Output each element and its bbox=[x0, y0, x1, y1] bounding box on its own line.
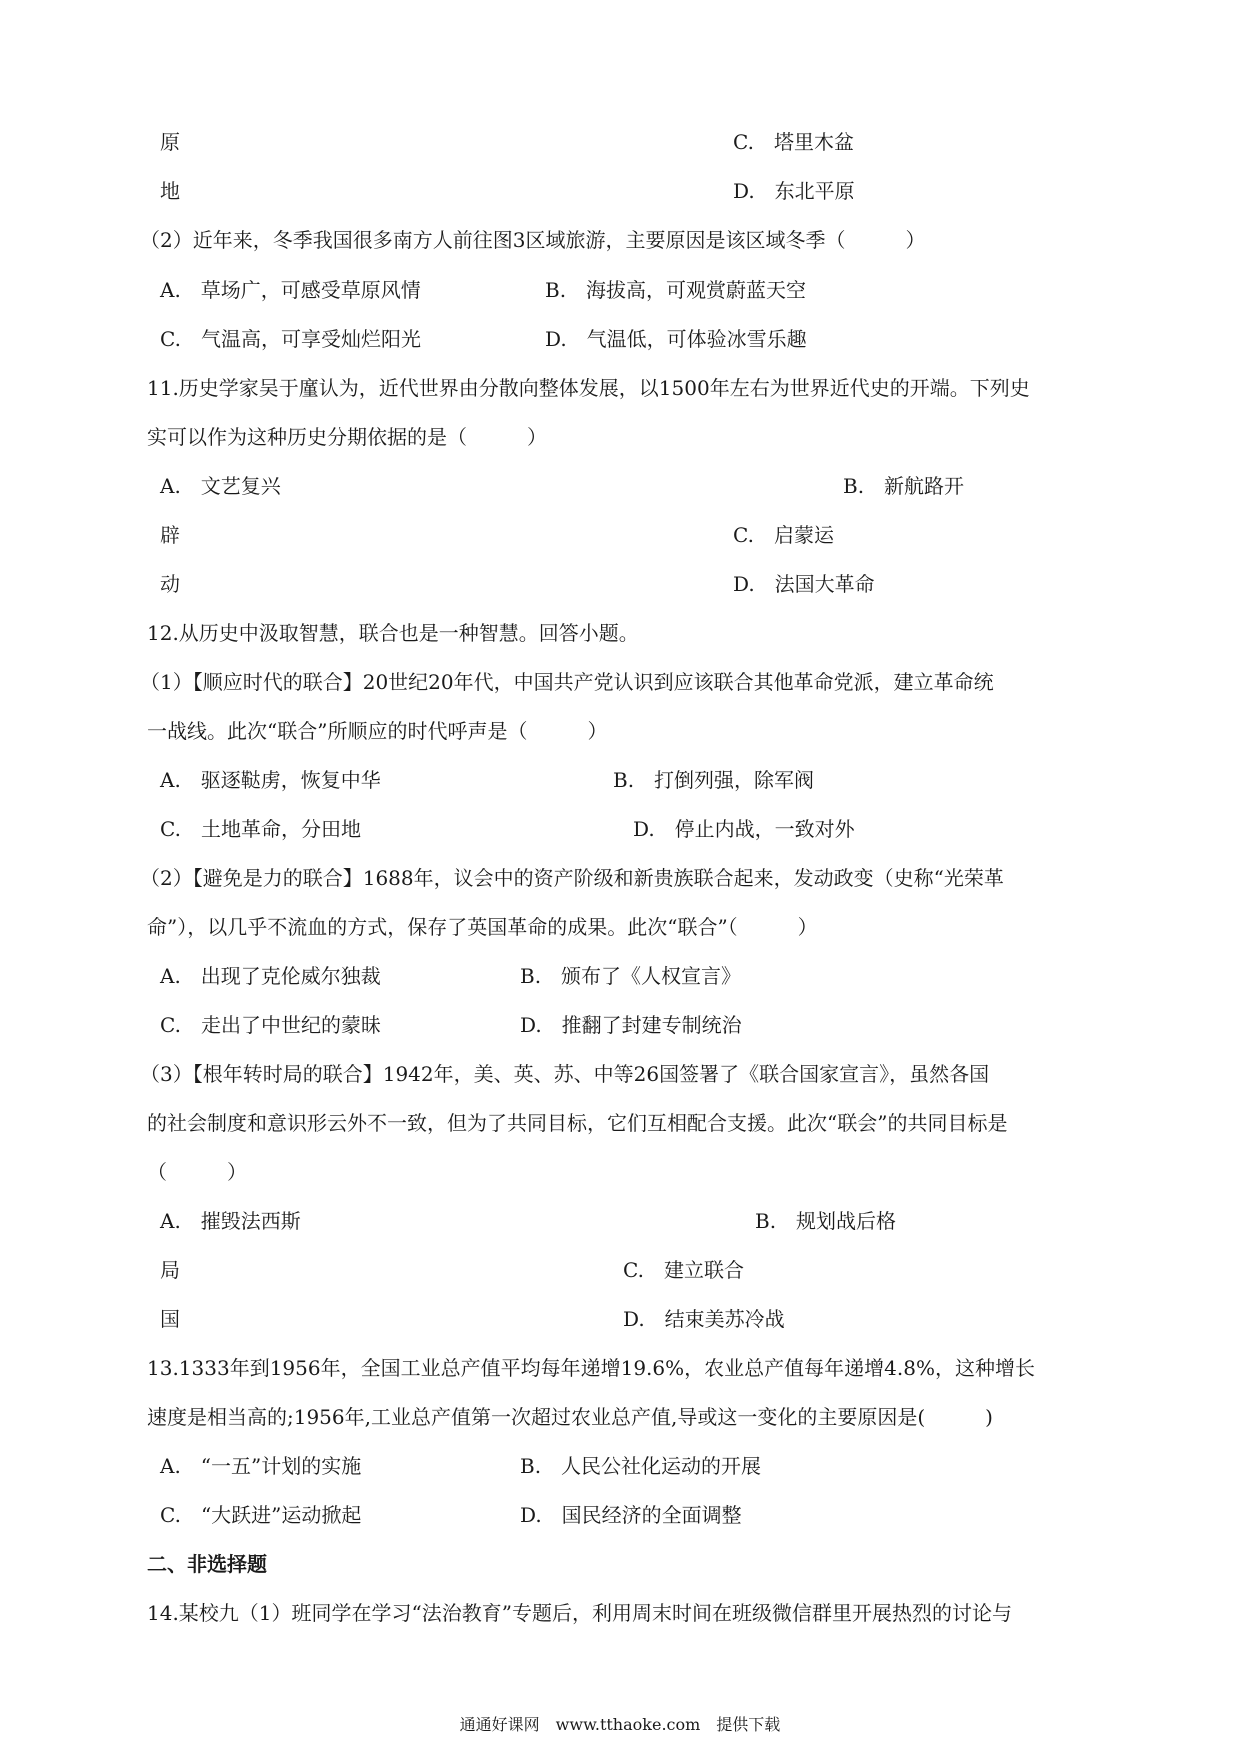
page-footer: 通通好课网 www.tthaoke.com 提供下载 bbox=[459, 1715, 781, 1734]
q12-sub1-option-c: C. 土地革命，分田地 bbox=[160, 817, 361, 841]
q12-sub1-option-a: A. 驱逐鞑虏，恢复中华 bbox=[160, 768, 381, 792]
q13-stem-line-2: 速度是相当高的;1956年,工业总产值第一次超过农业总产值,导或这一变化的主要原因是( ) bbox=[147, 1405, 993, 1429]
section-title: 二、非选择题 bbox=[147, 1552, 267, 1576]
q12-sub3-option-b: B. 规划战后格 bbox=[755, 1209, 897, 1233]
q11-cont-text-2: 动 bbox=[160, 572, 180, 596]
q12-sub2-option-c: C. 走出了中世纪的蒙昧 bbox=[160, 1013, 381, 1037]
q13-option-d: D. 国民经济的全面调整 bbox=[520, 1503, 742, 1527]
q10-subquestion-2: （2）近年来，冬季我国很多南方人前往图3区域旅游，主要原因是该区域冬季（ ） bbox=[140, 228, 926, 252]
q10-sub2-option-a: A. 草场广，可感受草原风情 bbox=[160, 278, 421, 302]
q12-sub2-option-d: D. 推翻了封建专制统治 bbox=[520, 1013, 742, 1037]
q10-sub2-option-c: C. 气温高，可享受灿烂阳光 bbox=[160, 327, 421, 351]
q10-option-c: C. 塔里木盆 bbox=[733, 130, 854, 154]
q12-sub2-line-2: 命”），以几乎不流血的方式，保存了英国革命的成果。此次“联合”（ ） bbox=[147, 915, 818, 939]
q12-sub1-option-d: D. 停止内战，一致对外 bbox=[633, 817, 855, 841]
q10-option-d: D. 东北平原 bbox=[733, 179, 855, 203]
q11-option-c: C. 启蒙运 bbox=[733, 523, 834, 547]
q12-sub3-line-3: （ ） bbox=[147, 1160, 247, 1184]
q14-stem-line-1: 14.某校九（1）班同学在学习“法治教育”专题后，利用周末时间在班级微信群里开展热烈的讨论与 bbox=[147, 1601, 1012, 1625]
q10-sub2-option-b: B. 海拔高，可观赏蔚蓝天空 bbox=[545, 278, 807, 302]
q12-sub2-option-b: B. 颁布了《人权宣言》 bbox=[520, 964, 742, 988]
q11-option-d: D. 法国大革命 bbox=[733, 572, 875, 596]
q12-sub2-line-1: （2）【避免是力的联合】1688年，议会中的资产阶级和新贵族联合起来，发动政变（史称“光荣革 bbox=[140, 866, 1004, 890]
q13-option-c: C. “大跃进”运动掀起 bbox=[160, 1503, 362, 1527]
q11-stem-line-1: 11.历史学家吴于廑认为，近代世界由分散向整体发展，以1500年左右为世界近代史的开端。下列史 bbox=[147, 376, 1030, 400]
q12-sub3-cont-text-2: 国 bbox=[160, 1307, 180, 1331]
q12-stem: 12.从历史中汲取智慧，联合也是一种智慧。回答小题。 bbox=[147, 621, 639, 645]
q11-option-b: B. 新航路开 bbox=[843, 474, 965, 498]
q12-sub3-cont-text-1: 局 bbox=[160, 1258, 180, 1282]
q12-sub3-line-2: 的社会制度和意识形云外不一致，但为了共同目标，它们互相配合支援。此次“联会”的共同目标是 bbox=[147, 1111, 1008, 1135]
q12-sub1-line-2: 一战线。此次“联合”所顺应的时代呼声是（ ） bbox=[147, 719, 608, 743]
q12-sub3-option-a: A. 摧毁法西斯 bbox=[160, 1209, 301, 1233]
q12-sub3-line-1: （3）【根年转时局的联合】1942年，美、英、苏、中等26国签署了《联合国家宣言》，虽然各国 bbox=[140, 1062, 990, 1086]
q11-option-a: A. 文艺复兴 bbox=[160, 474, 281, 498]
q10-cont-text-2: 地 bbox=[160, 179, 180, 203]
q12-sub3-option-d: D. 结束美苏冷战 bbox=[623, 1307, 785, 1331]
q11-stem-line-2: 实可以作为这种历史分期依据的是（ ） bbox=[147, 425, 547, 449]
q13-option-a: A. “一五”计划的实施 bbox=[160, 1454, 362, 1478]
q12-sub3-option-c: C. 建立联合 bbox=[623, 1258, 744, 1282]
q12-sub1-option-b: B. 打倒列强，除军阀 bbox=[613, 768, 815, 792]
q12-sub1-line-1: （1）【顺应时代的联合】20世纪20年代，中国共产党认识到应该联合其他革命党派，建立革命统 bbox=[140, 670, 994, 694]
q10-sub2-option-d: D. 气温低，可体验冰雪乐趣 bbox=[545, 327, 807, 351]
q10-cont-text-1: 原 bbox=[160, 130, 180, 154]
q12-sub2-option-a: A. 出现了克伦威尔独裁 bbox=[160, 964, 381, 988]
q13-option-b: B. 人民公社化运动的开展 bbox=[520, 1454, 762, 1478]
q13-stem-line-1: 13.1333年到1956年，全国工业总产值平均每年递增19.6%，农业总产值每年递增4.8%，这种增长 bbox=[147, 1356, 1035, 1380]
q11-cont-text-1: 辟 bbox=[160, 523, 180, 547]
